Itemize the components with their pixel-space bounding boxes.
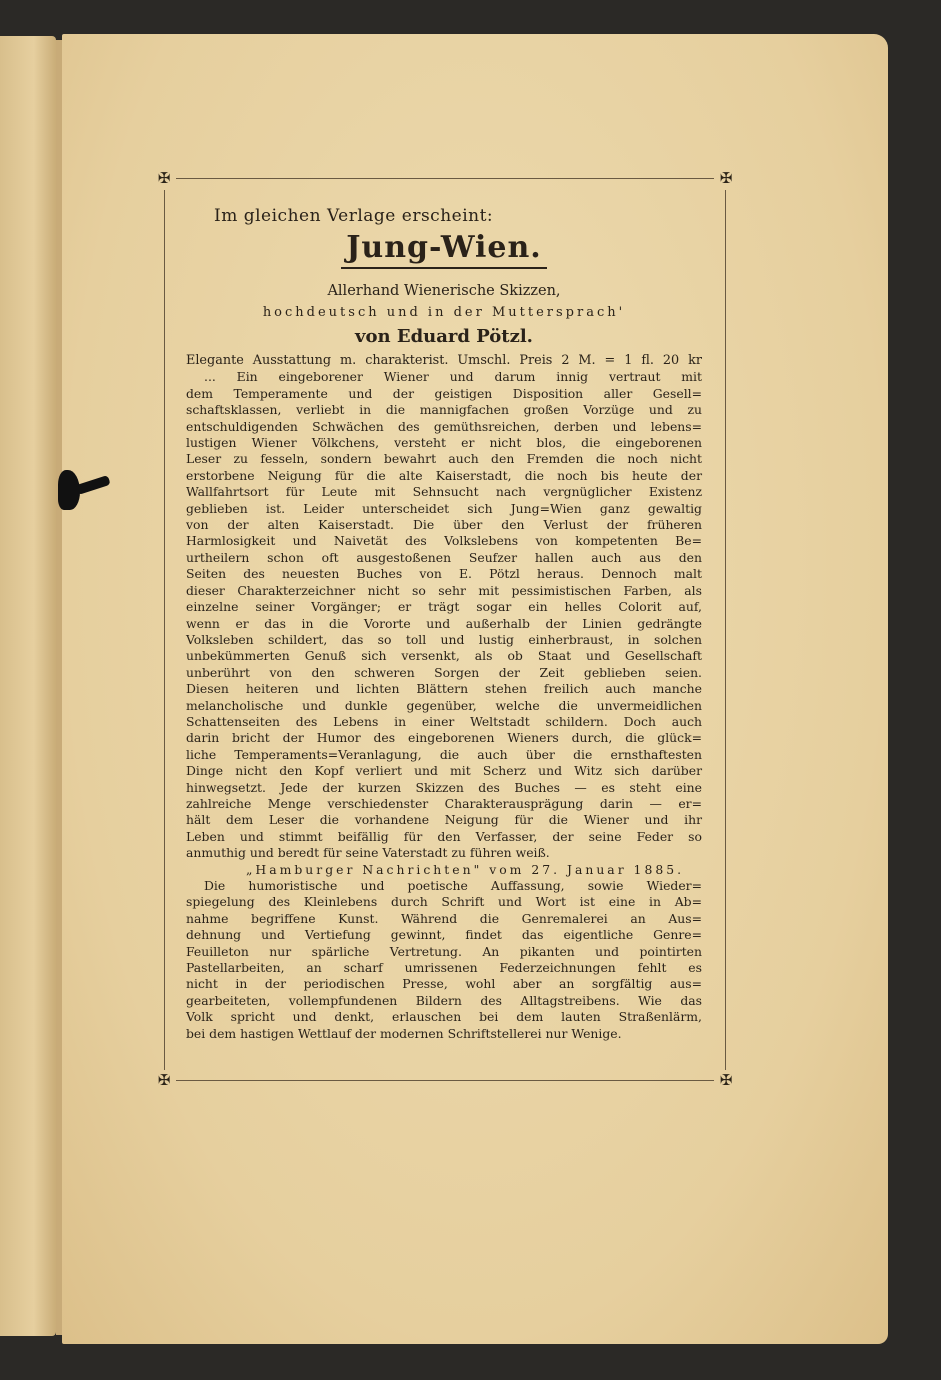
text-line: Schattenseiten des Lebens in einer Weltstadt schildern. Doch auch bbox=[186, 713, 702, 729]
advertisement-content bbox=[186, 206, 702, 1042]
text-line: dieser Charakterzeichner nicht so sehr mit pessimistischen Farben, als bbox=[186, 582, 702, 598]
text-line: Feuilleton nur spärliche Vertretung. An pikanten und pointirten bbox=[186, 943, 702, 959]
price-line: Elegante Ausstattung m. charakterist. Umschl. Preis 2 M. = 1 fl. 20 kr bbox=[186, 353, 702, 368]
text-line: gearbeiteten, vollempfundenen Bildern des Alltagstreibens. Wie das bbox=[186, 992, 702, 1008]
text-line: nicht in der periodischen Presse, wohl aber an sorgfältig aus= bbox=[186, 976, 702, 992]
previous-page-edge bbox=[0, 36, 56, 1336]
text-line: Diesen heiteren und lichten Blättern stehen freilich auch manche bbox=[186, 681, 702, 697]
text-line: Leben und stimmt beifällig für den Verfasser, der seine Feder so bbox=[186, 828, 702, 844]
text-line: Harmlosigkeit und Naivetät des Volkslebens von kompetenten Be= bbox=[186, 533, 702, 549]
cross-ornament-icon: ✠ bbox=[719, 169, 733, 187]
cross-ornament-icon: ✠ bbox=[719, 1071, 733, 1089]
book-subtitle: Allerhand Wienerische Skizzen, bbox=[327, 283, 561, 299]
text-line: Wallfahrtsort für Leute mit Sehnsucht nach vergnüglicher Existenz bbox=[186, 484, 702, 500]
frame-left-rule bbox=[164, 190, 165, 1070]
review-text-2 bbox=[186, 878, 702, 1042]
book-title: Jung-Wien. bbox=[341, 230, 547, 269]
text-line: bei dem hastigen Wettlauf der modernen Schriftstellerei nur Wenige. bbox=[186, 1025, 622, 1041]
book-subtitle-language: hochdeutsch und in der Muttersprach' bbox=[262, 305, 626, 320]
frame-right-rule bbox=[725, 190, 726, 1070]
text-line: hält dem Leser die vorhandene Neigung für die Wiener und ihr bbox=[186, 812, 702, 828]
text-line: urtheilern schon oft ausgestoßenen Seufzer hallen auch aus den bbox=[186, 549, 702, 565]
publisher-header: Im gleichen Verlage erscheint: bbox=[214, 206, 494, 226]
text-line: lustigen Wiener Völkchens, versteht er nicht blos, die eingeborenen bbox=[186, 435, 702, 451]
text-line: Dinge nicht den Kopf verliert und mit Scherz und Witz sich darüber bbox=[186, 763, 702, 779]
text-line: unberührt von den schweren Sorgen der Zeit geblieben seien. bbox=[186, 664, 702, 680]
text-line: Pastellarbeiten, an scharf umrissenen Federzeichnungen fehlt es bbox=[186, 960, 702, 976]
text-line: von der alten Kaiserstadt. Die über den Verlust der früheren bbox=[186, 517, 702, 533]
review-citation: „Hamburger Nachrichten" vom 27. Januar 1885. bbox=[246, 861, 685, 877]
text-line: dem Temperamente und der geistigen Disposition aller Gesell= bbox=[186, 385, 702, 401]
text-line: anmuthig und beredt für seine Vaterstadt zu führen weiß. bbox=[186, 845, 550, 861]
text-line: wenn er das in die Vororte und außerhalb der Linien gedrängte bbox=[186, 615, 702, 631]
text-line: Volksleben schildert, das so toll und lustig einherbraust, in solchen bbox=[186, 631, 702, 647]
text-line: dehnung und Vertiefung gewinnt, findet das eigentliche Genre= bbox=[186, 927, 702, 943]
text-line: hinwegsetzt. Jede der kurzen Skizzen des Buches — es steht eine bbox=[186, 779, 702, 795]
cross-ornament-icon: ✠ bbox=[157, 1071, 171, 1089]
text-line: spiegelung des Kleinlebens durch Schrift und Wort ist eine in Ab= bbox=[186, 894, 702, 910]
text-line: zahlreiche Menge verschiedenster Charakterausprägung darin — er= bbox=[186, 795, 702, 811]
text-line: Die humoristische und poetische Auffassung, sowie Wieder= bbox=[204, 878, 702, 893]
text-line: ... Ein eingeborener Wiener und darum innig vertraut mit bbox=[204, 369, 702, 385]
text-line: einzelne seiner Vorgänger; er trägt sogar ein helles Colorit auf, bbox=[186, 599, 702, 615]
text-line: darin bricht der Humor des eingeborenen Wieners durch, die glück= bbox=[186, 730, 702, 746]
frame-top-rule bbox=[176, 178, 714, 179]
text-line: geblieben ist. Leider unterscheidet sich Jung=Wien ganz gewaltig bbox=[186, 500, 702, 516]
text-line: melancholische und dunkle gegenüber, welche die unvermeidlichen bbox=[186, 697, 702, 713]
text-line: unbekümmerten Genuß sich versenkt, als ob Staat und Gesellschaft bbox=[186, 648, 702, 664]
text-line: Volk spricht und denkt, erlauschen bei dem lauten Straßenlärm, bbox=[186, 1009, 702, 1025]
author-line: von Eduard Pötzl. bbox=[355, 326, 533, 347]
frame-bottom-rule bbox=[176, 1080, 714, 1081]
text-line: Seiten des neuesten Buches von E. Pötzl heraus. Dennoch malt bbox=[186, 566, 702, 582]
text-line: schaftsklassen, verliebt in die mannigfachen großen Vorzüge und zu bbox=[186, 402, 702, 418]
text-line: Leser zu fesseln, sondern bewahrt auch den Fremden die noch nicht bbox=[186, 451, 702, 467]
text-line: nahme begriffene Kunst. Während die Genremalerei an Aus= bbox=[186, 910, 702, 926]
cross-ornament-icon: ✠ bbox=[157, 169, 171, 187]
text-line: erstorbene Neigung für die alte Kaiserstadt, die noch bis heute der bbox=[186, 467, 702, 483]
review-text bbox=[186, 369, 702, 861]
text-line: liche Temperaments=Veranlagung, die auch über die ernsthaftesten bbox=[186, 746, 702, 762]
text-line: entschuldigenden Schwächen des gemüthsreichen, derben und lebens= bbox=[186, 418, 702, 434]
